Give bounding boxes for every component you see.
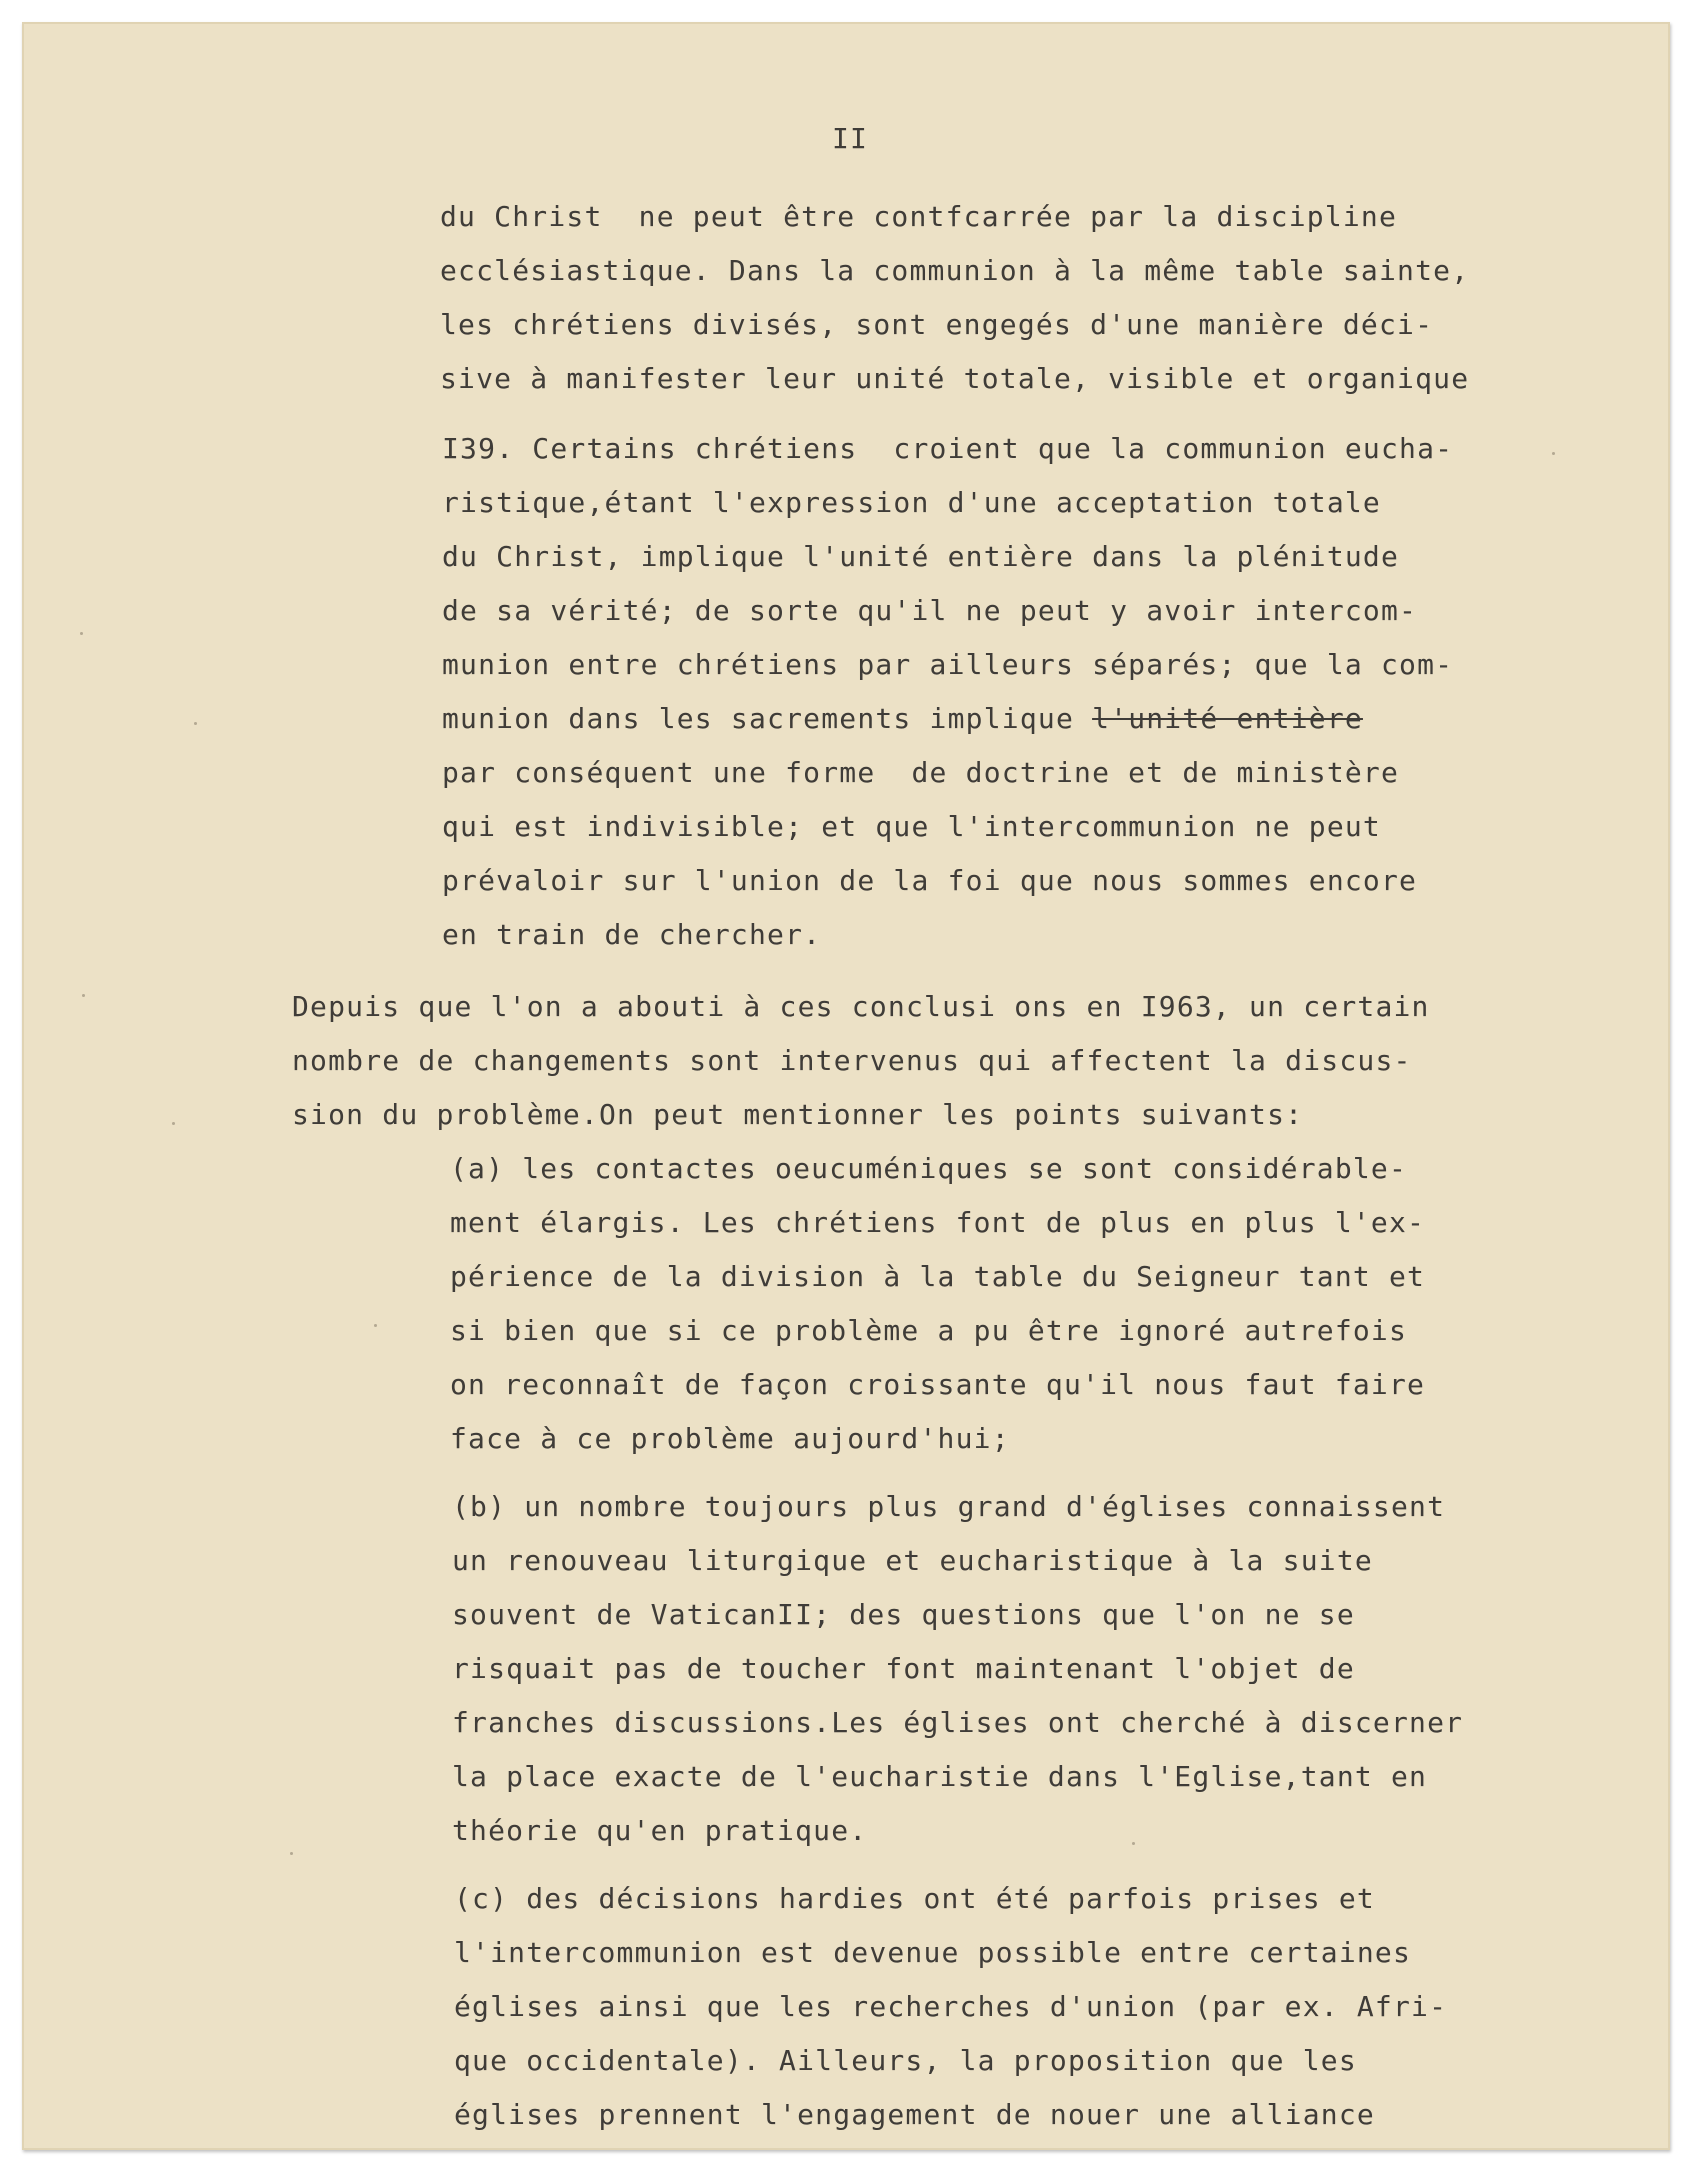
paper-speck [1552, 452, 1555, 455]
text-line: sion du problème.On peut mentionner les points suivants: [292, 1098, 1304, 1131]
text-line: théorie qu'en pratique. [452, 1814, 868, 1847]
struck-through-text: l'unité entière [1092, 702, 1363, 735]
text-line: en train de chercher. [442, 918, 822, 951]
text-line: l'intercommunion est devenue possible entre certaines [454, 1936, 1412, 1969]
paper-speck [172, 1122, 175, 1125]
text-line: du Christ ne peut être contfcarrée par la discipline [440, 200, 1398, 233]
text-line: la place exacte de l'eucharistie dans l'Eglise,tant en [452, 1760, 1428, 1793]
text-line: ristique,étant l'expression d'une acceptation totale [442, 486, 1381, 519]
typed-page [22, 22, 1670, 2150]
page-number: II [832, 122, 869, 155]
text-line: risquait pas de toucher font maintenant l'objet de [452, 1652, 1355, 1685]
text-line: nombre de changements sont intervenus qui affectent la discus- [292, 1044, 1412, 1077]
paper-speck [82, 994, 85, 997]
paper-speck [1132, 1842, 1135, 1845]
text-line: si bien que si ce problème a pu être ignoré autrefois [450, 1314, 1408, 1347]
text-line: du Christ, implique l'unité entière dans la plénitude [442, 540, 1400, 573]
text-line: qui est indivisible; et que l'intercommunion ne peut [442, 810, 1381, 843]
text-line: (c) des décisions hardies ont été parfois prises et [454, 1882, 1375, 1915]
text-line: (b) un nombre toujours plus grand d'églises connaissent [452, 1490, 1446, 1523]
text-line: églises ainsi que les recherches d'union (par ex. Afri- [454, 1990, 1448, 2023]
text-line: prévaloir sur l'union de la foi que nous sommes encore [442, 864, 1418, 897]
text-line: un renouveau liturgique et eucharistique à la suite [452, 1544, 1373, 1577]
text-line: (a) les contactes oeucuméniques se sont considérable- [450, 1152, 1408, 1185]
text-line: de sa vérité; de sorte qu'il ne peut y avoir intercom- [442, 594, 1418, 627]
text-line: périence de la division à la table du Seigneur tant et [450, 1260, 1426, 1293]
text-line: I39. Certains chrétiens croient que la communion eucha- [442, 432, 1454, 465]
text-line: Depuis que l'on a abouti à ces conclusi ons en I963, un certain [292, 990, 1430, 1023]
text-line: les chrétiens divisés, sont engegés d'une manière déci- [440, 308, 1434, 341]
text-line: face à ce problème aujourd'hui; [450, 1422, 1010, 1455]
text-segment: munion dans les sacrements implique [442, 702, 1093, 735]
text-line: églises prennent l'engagement de nouer une alliance [454, 2098, 1375, 2131]
paper-speck [290, 1852, 293, 1855]
text-line: ment élargis. Les chrétiens font de plus en plus l'ex- [450, 1206, 1426, 1239]
paper-speck [194, 722, 197, 725]
text-line: franches discussions.Les églises ont cherché à discerner [452, 1706, 1464, 1739]
text-line: on reconnaît de façon croissante qu'il nous faut faire [450, 1368, 1426, 1401]
text-line: souvent de VaticanII; des questions que l'on ne se [452, 1598, 1355, 1631]
text-line-with-strikethrough [442, 692, 1363, 746]
text-line: sive à manifester leur unité totale, visible et organique [440, 362, 1470, 395]
text-line: que occidentale). Ailleurs, la proposition que les [454, 2044, 1357, 2077]
text-line: ecclésiastique. Dans la communion à la même table sainte, [440, 254, 1470, 287]
paper-speck [80, 632, 83, 635]
text-line: munion entre chrétiens par ailleurs séparés; que la com- [442, 648, 1454, 681]
text-line: par conséquent une forme de doctrine et de ministère [442, 756, 1400, 789]
paper-speck [374, 1324, 377, 1327]
